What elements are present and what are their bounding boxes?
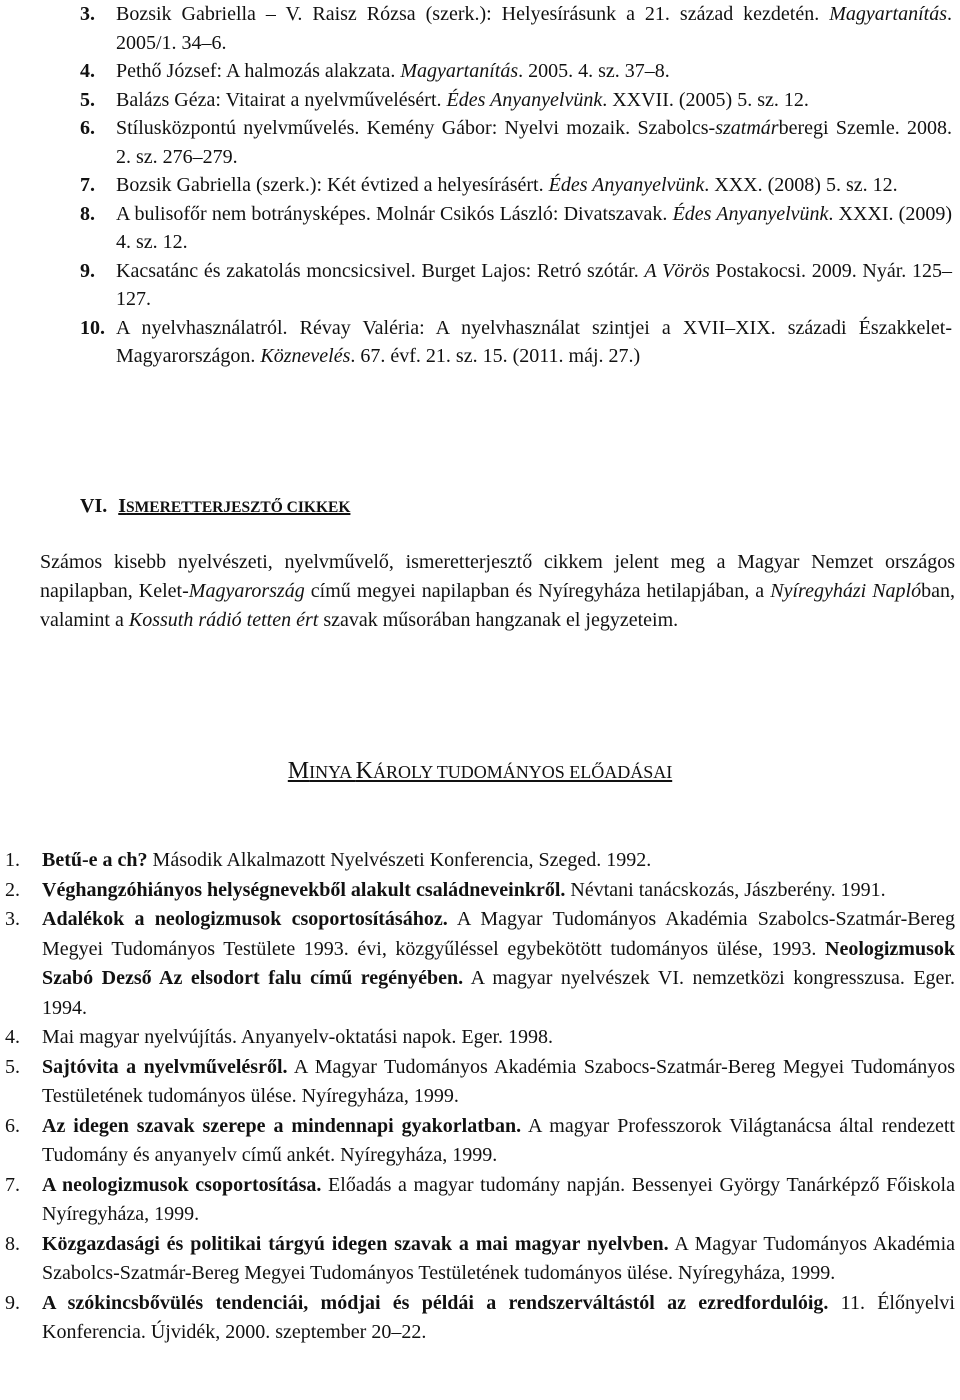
- section-heading: [80, 492, 350, 522]
- text-run: Közgazdasági és politikai tárgyú idegen szavak a mai magyar nyelvben.: [42, 1232, 669, 1255]
- list-item: [0, 905, 960, 1023]
- item-number: 1.: [5, 849, 20, 871]
- section-number: VI.: [80, 495, 108, 517]
- item-number: 3.: [5, 908, 20, 930]
- item-number: 9.: [5, 1291, 20, 1314]
- text-run: A szókincsbővülés tendenciái, módjai és példái a rendszerváltástól az ezredfordulóig.: [42, 1291, 829, 1314]
- text-run: Számos kisebb nyelvészeti, nyelvművelő, ismeretterjesztő cikkem jelent meg a Magyar Nemzet országos napilapban, Kelet-: [40, 551, 955, 602]
- list-item: [0, 86, 960, 115]
- text-run: Sajtóvita a nyelvművelésről.: [42, 1055, 288, 1078]
- text-run: . XXX. (2008) 5. sz. 12.: [704, 174, 898, 196]
- title-initial: K: [355, 758, 373, 784]
- text-run: A magyar nyelvészek VI. nemzetközi kongresszusa. Eger. 1994.: [42, 967, 955, 1019]
- list-item: [0, 0, 960, 57]
- list-item: [0, 314, 960, 371]
- list-item: [0, 1112, 960, 1171]
- item-number: 10.: [80, 316, 105, 339]
- text-run: szatmár: [715, 117, 779, 139]
- item-number: 8.: [80, 202, 95, 225]
- text-run: Magyartanítás: [400, 60, 519, 82]
- text-run: Postakocsi. 2009. Nyár. 125–127.: [116, 259, 953, 310]
- text-run: Kossuth rádió tetten ért: [128, 609, 319, 631]
- text-run: . 67. évf. 21. sz. 15. (2011. máj. 27.): [350, 345, 641, 367]
- list-item: [0, 114, 960, 171]
- text-run: 11. Élőnyelvi Konferencia. Újvidék, 2000. szeptember 20–22.: [42, 1291, 955, 1343]
- text-run: A magyar Professzorok Világtanácsa által rendezett Tudomány és anyanyelv című ankét. Nyíregyháza, 1999.: [42, 1114, 955, 1166]
- list-item: [0, 1171, 960, 1230]
- text-run: Második Alkalmazott Nyelvészeti Konferencia, Szeged. 1992.: [147, 849, 652, 871]
- text-run: Előadás a magyar tudomány napján. Bessenyei György Tanárképző Főiskola Nyíregyháza, 1999.: [42, 1173, 955, 1225]
- title-initial: M: [287, 758, 310, 784]
- list-item: [0, 1053, 960, 1112]
- item-number: 8.: [5, 1232, 20, 1255]
- text-run: . XXVII. (2005) 5. sz. 12.: [602, 88, 809, 111]
- text-run: szavak műsorában hangzanak el jegyzeteim.: [318, 609, 679, 631]
- list-item: [0, 846, 960, 876]
- list-item: [0, 876, 960, 906]
- item-number: 7.: [5, 1173, 20, 1196]
- item-number: 7.: [80, 174, 95, 196]
- text-run: Véghangzóhiányos helységnevekből alakult családneveinkről.: [42, 878, 566, 901]
- text-run: Édes Anyanyelvünk: [672, 202, 829, 225]
- publication-list: [0, 0, 960, 371]
- item-number: 4.: [5, 1026, 20, 1048]
- text-run: Bozsik Gabriella – V. Raisz Rózsa (szerk.): Helyesírásunk a 21. század kezdetén.: [116, 3, 830, 25]
- text-run: Pethő József: A halmozás alakzata.: [116, 60, 401, 82]
- text-run: Neologizmusok Szabó Dezső Az elsodort falu című regényében.: [42, 937, 955, 989]
- text-run: Betű-e a ch?: [42, 849, 148, 871]
- title-rest: ÁROLY TUDOMÁNYOS ELŐADÁSAI: [373, 762, 673, 782]
- text-run: ban, valamint a: [40, 580, 956, 631]
- text-run: Az idegen szavak szerepe a mindennapi gyakorlatban.: [42, 1114, 522, 1137]
- text-run: Köznevelés: [260, 345, 351, 367]
- title-rest: INYA: [309, 762, 356, 782]
- section-paragraph: [40, 548, 955, 635]
- text-run: . 2005/1. 34–6.: [116, 3, 952, 54]
- item-number: 3.: [80, 3, 95, 25]
- text-run: A Vörös: [644, 259, 710, 282]
- text-run: Stílusközpontú nyelvművelés. Kemény Gábor: Nyelvi mozaik. Szabolcs-: [116, 117, 716, 139]
- item-number: 6.: [5, 1114, 20, 1137]
- item-number: 9.: [80, 259, 95, 282]
- section-title: ISMERETTERJESZTŐ CIKKEK: [118, 495, 351, 517]
- text-run: . 2005. 4. sz. 37–8.: [518, 60, 670, 82]
- text-run: Kacsatánc és zakatolás moncsicsivel. Burget Lajos: Retró szótár.: [116, 259, 645, 282]
- text-run: Édes Anyanyelvünk: [446, 88, 603, 111]
- text-run: Névtani tanácskozás, Jászberény. 1991.: [565, 878, 886, 901]
- text-run: Nyíregyházi Napló: [770, 580, 922, 602]
- text-run: A neologizmusok csoportosítása.: [42, 1173, 322, 1196]
- text-run: . XXXI. (2009) 4. sz. 12.: [116, 202, 952, 253]
- page-title: [0, 756, 960, 787]
- list-item: [0, 200, 960, 257]
- item-number: 5.: [5, 1055, 20, 1078]
- text-run: Mai magyar nyelvújítás. Anyanyelv-oktatási napok. Eger. 1998.: [42, 1026, 553, 1048]
- text-run: beregi Szemle. 2008. 2. sz. 276–279.: [116, 117, 952, 168]
- list-item: [0, 257, 960, 314]
- text-run: A nyelvhasználatról. Révay Valéria: A nyelvhasználat szintjei a XVII–XIX. századi Északkelet-Magyarországon.: [116, 316, 952, 367]
- text-run: című megyei napilapban és Nyíregyháza hetilapjában, a: [304, 580, 771, 602]
- text-run: Balázs Géza: Vitairat a nyelvművelésért.: [116, 88, 447, 111]
- list-item: [0, 1289, 960, 1348]
- text-run: A Magyar Tudományos Akadémia Szabolcs-Szatmár-Bereg Megyei Tudományos Testületének tudományos ülése. Nyíregyháza, 1999.: [42, 1232, 956, 1284]
- list-item: [0, 171, 960, 200]
- list-item: [0, 1023, 960, 1053]
- list-item: [0, 1230, 960, 1289]
- item-number: 5.: [80, 88, 95, 111]
- text-run: Magyartanítás: [829, 3, 947, 25]
- list-item: [0, 57, 960, 86]
- text-run: A Magyar Tudományos Akadémia Szabolcs-Szatmár-Bereg Megyei Tudományos Testülete 1993. évi, közgyűléssel egybekötött tudományos ülése, 1993.: [42, 908, 955, 960]
- item-number: 4.: [80, 60, 95, 82]
- text-run: Adalékok a neologizmusok csoportosításához.: [42, 908, 448, 930]
- text-run: A Magyar Tudományos Akadémia Szabocs-Szatmár-Bereg Megyei Tudományos Testületének tudományos ülése. Nyíregyháza, 1999.: [42, 1055, 955, 1107]
- text-run: Édes Anyanyelvünk: [548, 174, 705, 196]
- item-number: 6.: [80, 117, 95, 139]
- text-run: Bozsik Gabriella (szerk.): Két évtized a helyesírásért.: [116, 174, 549, 196]
- text-run: A bulisofőr nem botránysképes. Molnár Csikós László: Divatszavak.: [116, 202, 673, 225]
- text-run: Magyarország: [188, 580, 305, 602]
- lecture-list: [0, 846, 960, 1348]
- item-number: 2.: [5, 878, 20, 901]
